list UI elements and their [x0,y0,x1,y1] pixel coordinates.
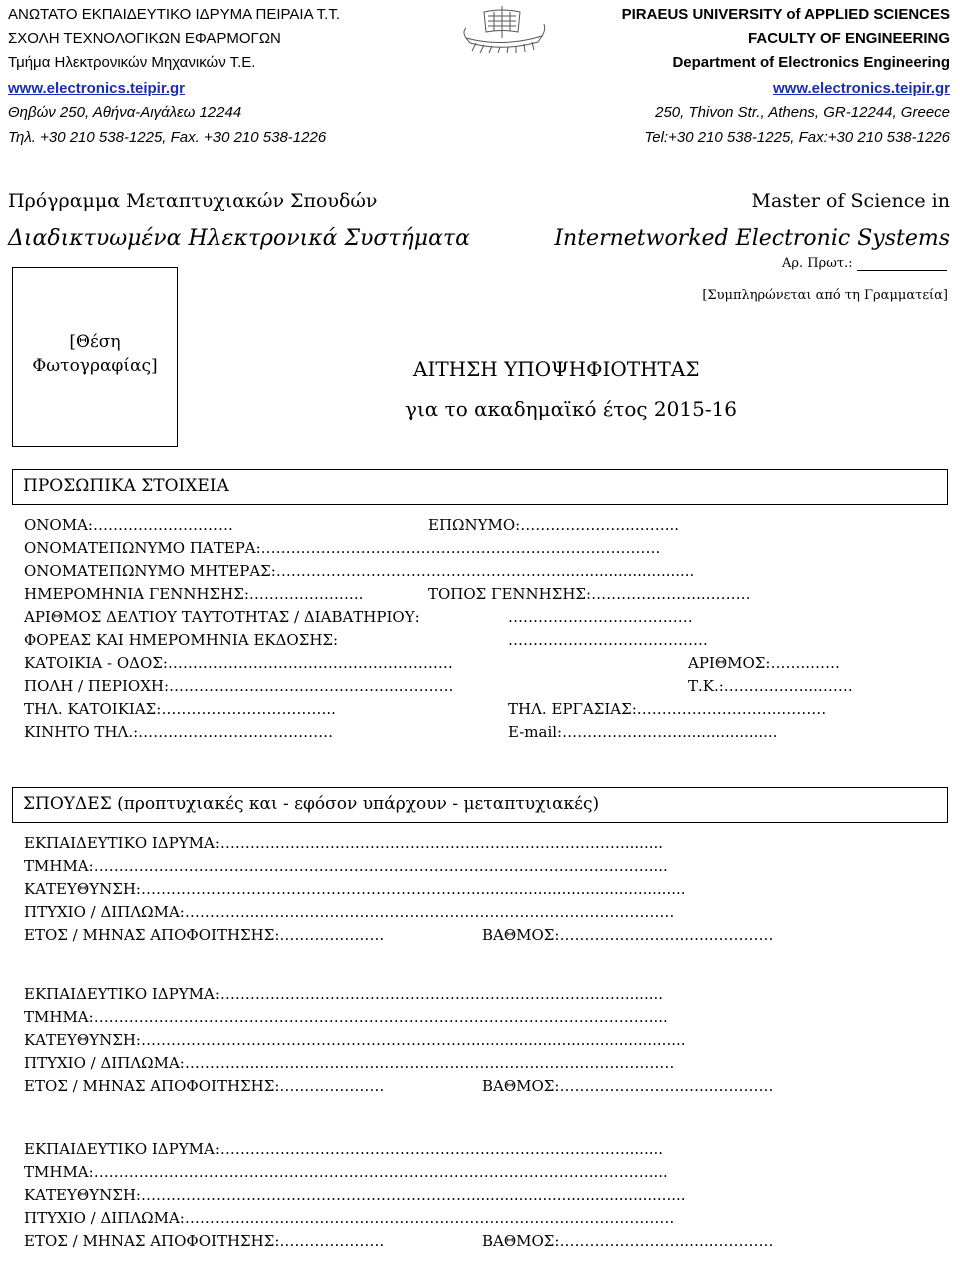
photo-placeholder-box [12,267,178,447]
header-left-department: Τμήμα Ηλεκτρονικών Μηχανικών Τ.Ε. [8,54,256,71]
degree-field[interactable]: ΠΤΥΧΙΟ / ΔΙΠΛΩΜΑ:…………..………………………………………………………………………… [24,1209,675,1227]
header-right-website-link[interactable]: www.electronics.teipir.gr [773,80,950,97]
program-title-english: Master of Science in [751,190,950,212]
mother-name-field[interactable]: ΟΝΟΜΑΤΕΠΩΝΥΜΟ ΜΗΤΕΡΑΣ:…………………………………………………............................ [24,562,695,580]
father-name-field[interactable]: ΟΝΟΜΑΤΕΠΩΝΥΜΟ ΠΑΤΕΡΑ:…………………………………………………….………………. [24,539,661,557]
protocol-number-label: Αρ. Πρωτ.: [782,256,853,271]
name-field[interactable]: ΟΝΟΜΑ:………………………. [24,516,233,534]
protocol-note: [Συμπληρώνεται από τη Γραμματεία] [702,288,948,303]
institution-field[interactable]: ΕΚΠΑΙΔΕΥΤΙΚΟ ΙΔΡΥΜΑ:………………………………………………………………………........ [24,985,664,1003]
work-phone-field[interactable]: ΤΗΛ. ΕΡΓΑΣΙΑΣ:………………………..……… [508,700,827,718]
direction-field[interactable]: ΚΑΤΕΥΘΥΝΣΗ:…………………………………………………………............................................. [24,1031,686,1049]
surname-field[interactable]: ΕΠΩΝΥΜΟ:…………………..……... [428,516,680,534]
header-left-institution: ΑΝΩΤΑΤΟ ΕΚΠΑΙΔΕΥΤΙΚΟ ΙΔΡΥΜΑ ΠΕΙΡΑΙΑ Τ.Τ. [8,6,341,23]
street-field[interactable]: ΚΑΤΟΙΚΙΑ - ΟΔΟΣ:………………………………………………… [24,654,453,672]
email-field[interactable]: E-mail:…………………….................... [508,723,778,741]
ship-logo-icon [458,2,548,54]
header-left-address: Θηβών 250, Αθήνα-Αιγάλεω 12244 [8,104,242,121]
program-subtitle-greek: Διαδικτυωμένα Ηλεκτρονικά Συστήματα [8,226,470,251]
birth-date-field[interactable]: ΗΜΕΡΟΜΗΝΙΑ ΓΕΝΝΗΣΗΣ:………………….. [24,585,364,603]
id-number-label: ΑΡΙΘΜΟΣ ΔΕΛΤΙΟΥ ΤΑΥΤΟΤΗΤΑΣ / ΔΙΑΒΑΤΗΡΙΟΥ: [24,608,420,626]
direction-field[interactable]: ΚΑΤΕΥΘΥΝΣΗ:…………………………………………………………............................................. [24,1186,686,1204]
degree-field[interactable]: ΠΤΥΧΙΟ / ΔΙΠΛΩΜΑ:…………..………………………………………………………………………… [24,1054,675,1072]
home-phone-field[interactable]: ΤΗΛ. ΚΑΤΟΙΚΙΑΣ:…………………………….. [24,700,336,718]
photo-placeholder-text [13,330,177,378]
header-left-school: ΣΧΟΛΗ ΤΕΧΝΟΛΟΓΙΚΩΝ ΕΦΑΡΜΟΓΩΝ [8,30,281,47]
header-right-department: Department of Electronics Engineering [672,54,950,71]
header-right-institution: PIRAEUS UNIVERSITY of APPLIED SCIENCES [621,6,950,23]
application-year: για το ακαδημαϊκό έτος 2015-16 [405,397,738,421]
header-left-website-link[interactable]: www.electronics.teipir.gr [8,80,185,97]
program-subtitle-english: Internetworked Electronic Systems [554,226,950,251]
department-field[interactable]: ΤΜΗΜΑ:………………………………………………………………………………………………….... [24,857,668,875]
department-field[interactable]: ΤΜΗΜΑ:………………………………………………………………………………………………….... [24,1008,668,1026]
department-field[interactable]: ΤΜΗΜΑ:………………………………………………………………………………………………….... [24,1163,668,1181]
institution-field[interactable]: ΕΚΠΑΙΔΕΥΤΙΚΟ ΙΔΡΥΜΑ:………………………………………………………………………........ [24,1140,664,1158]
institution-field[interactable]: ΕΚΠΑΙΔΕΥΤΙΚΟ ΙΔΡΥΜΑ:………………………………………………………………………........ [24,834,664,852]
postcode-field[interactable]: Τ.Κ.:………….…...……. [688,677,853,695]
graduation-date-field[interactable]: ΕΤΟΣ / ΜΗΝΑΣ ΑΠΟΦΟΙΤΗΣΗΣ:………………… [24,926,385,944]
studies-section-header [12,787,948,823]
header-right-phone: Tel:+30 210 538-1225, Fax:+30 210 538-1226 [644,129,950,146]
grade-field[interactable]: ΒΑΘΜΟΣ:……………………..…..………… [482,926,774,944]
personal-section-header [12,469,948,505]
graduation-date-field[interactable]: ΕΤΟΣ / ΜΗΝΑΣ ΑΠΟΦΟΙΤΗΣΗΣ:………………… [24,1077,385,1095]
issuer-field[interactable]: …………………………………. [508,631,708,649]
personal-section-title: ΠΡΟΣΩΠΙΚΑ ΣΤΟΙΧΕΙΑ [23,476,229,496]
header-right-address: 250, Thivon Str., Athens, GR-12244, Greece [655,104,950,121]
photo-placeholder-line2: Φωτογραφίας] [32,356,158,376]
protocol-number-field[interactable] [857,270,947,271]
studies-section-title: ΣΠΟΥΔΕΣ (προπτυχιακές και - εφόσον υπάρχουν - μεταπτυχιακές) [23,794,600,814]
grade-field[interactable]: ΒΑΘΜΟΣ:……………………..…..………… [482,1077,774,1095]
degree-field[interactable]: ΠΤΥΧΙΟ / ΔΙΠΛΩΜΑ:…………..………………………………………………………………………… [24,903,675,921]
direction-field[interactable]: ΚΑΤΕΥΘΥΝΣΗ:…………………………………………………………............................................. [24,880,686,898]
header-left-phone: Τηλ. +30 210 538-1225, Fax. +30 210 538-1226 [8,129,327,146]
issuer-label: ΦΟΡΕΑΣ ΚΑΙ ΗΜΕΡΟΜΗΝΙΑ ΕΚΔΟΣΗΣ: [24,631,339,649]
mobile-phone-field[interactable]: ΚΙΝΗΤΟ ΤΗΛ.:………………………………… [24,723,334,741]
header-right-faculty: FACULTY OF ENGINEERING [748,30,950,47]
street-number-field[interactable]: ΑΡΙΘΜΟΣ:……..…… [688,654,840,672]
birth-place-field[interactable]: ΤΟΠΟΣ ΓΕΝΝΗΣΗΣ:…………………..……… [428,585,751,603]
photo-placeholder-line1: [Θέση [69,332,121,352]
grade-field[interactable]: ΒΑΘΜΟΣ:……………………..…..………… [482,1232,774,1250]
program-title-greek: Πρόγραμμα Μεταπτυχιακών Σπουδών [8,190,378,212]
graduation-date-field[interactable]: ΕΤΟΣ / ΜΗΝΑΣ ΑΠΟΦΟΙΤΗΣΗΣ:………………… [24,1232,385,1250]
city-field[interactable]: ΠΟΛΗ / ΠΕΡΙΟΧΗ:………………………………………..………. [24,677,454,695]
application-title: ΑΙΤΗΣΗ ΥΠΟΨΗΦΙΟΤΗΤΑΣ [413,357,700,381]
id-number-field[interactable]: …………………….………… [508,608,693,626]
